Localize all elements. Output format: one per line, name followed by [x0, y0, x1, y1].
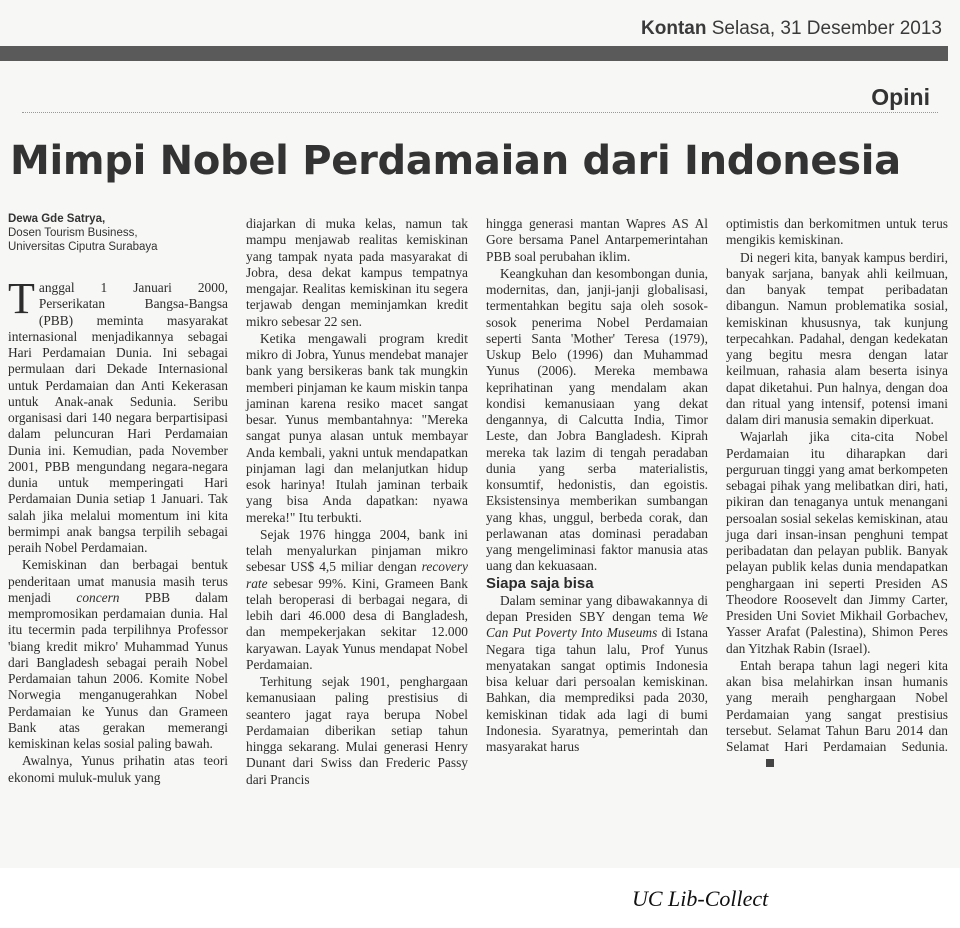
subheading: Siapa saja bisa [486, 574, 594, 592]
column-1 [8, 274, 228, 787]
emphasis-text: We Can Put Poverty Into Museums [486, 609, 708, 641]
collection-stamp: UC Lib-Collect [632, 886, 769, 911]
paragraph-text: Dalam seminar yang dibawakannya di depan Presiden SBY dengan tema [486, 592, 708, 624]
byline [8, 212, 240, 254]
column-4 [726, 216, 948, 773]
paragraph-text: di Istana Negara tiga tahun lalu, Prof Yunus menyatakan sangat optimis Indonesia bisa keluar dari persoalan kemiskinan. Bahkan, dia memprediksi pada 2030, kemiskinan tidak ada lagi di bumi Indonesia. Syaratnya, pemerintah dan masyarakat harus [486, 625, 708, 754]
author-role: Dosen Tourism Business, [8, 227, 138, 239]
paragraph-text: PBB dalam mempromosikan perdamaian dunia. Hal itu tecermin pada terpilihnya Professor 'biang kredit mikro' Muhammad Yunus dari Bangladesh sebagai peraih Nobel Perdamaian tahun 2006. Komite Nobel Norwegia menganugerahkan Nobel Perdamaian ke Yunus dan Grameen Bank atas gerakan memerangi kemiskinan kelas sosial paling bawah. [8, 589, 228, 751]
masthead [641, 18, 942, 40]
issue-date: Selasa, 31 Desember 2013 [711, 18, 942, 39]
drop-cap: T [8, 274, 35, 323]
paragraph [246, 527, 468, 673]
author-name: Dewa Gde Satrya, [8, 213, 106, 225]
end-mark-icon [766, 759, 774, 767]
article-headline: Mimpi Nobel Perdamaian dari Indonesia [10, 138, 901, 184]
emphasis-text: concern [76, 589, 120, 605]
header-bar [0, 46, 948, 61]
paragraph-text: sebesar 99%. Kini, Grameen Bank telah beroperasi di berbagai negara, di lebih dari 46.000 desa di Bangladesh, dan mempekerjakan sekitar 12.000 karyawan. Layak Yunus mendapat Nobel Perdamaian. [246, 575, 468, 672]
paragraph: hingga generasi mantan Wapres AS Al Gore bersama Panel Antarpemerintahan PBB soal perubahan iklim. [486, 216, 708, 264]
paragraph-text: anggal 1 Januari 2000, Perserikatan Bangsa-Bangsa (PBB) meminta masyarakat internasional menjadikannya sebagai Hari Perdamaian Dunia. Ini sebagai permulaan dari Dekade Internasional untuk Perdamaian dan Anti Kekerasan untuk Anak-anak Sedunia. Seribu organisasi dari 140 negara berpartisipasi dalam peluncuran Hari Perdamaian Dunia ini. Kemudian, pada November 2001, PBB mengundang negara-negara dunia untuk memperingati Hari Perdamaian Dunia setiap 1 Januari. Tak salah jika melalui momentum ini kita bermimpi anak bangsa terpilih sebagai peraih Nobel Perdamaian. [8, 280, 228, 555]
column-3 [486, 216, 708, 756]
emphasis-text: recovery rate [246, 559, 468, 591]
paper-name: Kontan [641, 18, 707, 39]
paragraph: optimistis dan berkomitmen untuk terus mengikis kemiskinan. [726, 216, 948, 248]
paragraph-text: Entah berapa tahun lagi negeri kita akan bisa melahirkan insan humanis yang meraih penghargaan Nobel Perdamaian yang sangat prestisius tersebut. Selamat Tahun Baru 2014 dan Selamat Hari Perdamaian Sedunia. [726, 657, 948, 754]
section-label: Opini [871, 84, 930, 110]
paragraph [726, 658, 948, 772]
paragraph [8, 557, 228, 752]
paragraph: Keangkuhan dan kesombongan dunia, modernitas, dan, janji-janji globalisasi, termentahkan begitu saja oleh sosok-sosok penerima Nobel Perdamaian seperti Santa 'Mother' Teresa (1979), Uskup Belo (1996) dan Muhammad Yunus (2006). Mereka membawa keprihatinan yang mendalam akan kondisi kemanusiaan yang dekat dengannya, di Calcutta India, Timor Leste, dan Jobra Bangladesh. Kiprah mereka tak lazim di tengah peradaban dunia yang serba materialistis, konsumtif, hedonistis, dan egoistis. Eksistensinya memberikan sumbangan yang khas, unggul, berbeda corak, dan perlawanan atas dominasi peradaban yang mengeliminasi faktor manusia atas uang dan kekuasaan. [486, 265, 708, 574]
paragraph [486, 593, 708, 756]
paragraph: Di negeri kita, banyak kampus berdiri, banyak sarjana, banyak ahli keilmuan, dan banyak tempat peribadatan dibangun. Namun problematika sosial, kemiskinan khususnya, tak kunjung terpecahkan. Padahal, dengan kedekatan yang begitu mesra dengan latar keilmuan, rahasia alam beserta isinya dapat diketahui. Pun halnya, dengan doa dan ritual yang intensif, potensi imani dalam diri manusia semakin diperkuat. [726, 249, 948, 427]
dotted-divider [22, 112, 938, 113]
column-2 [246, 216, 468, 789]
paragraph: Ketika mengawali program kredit mikro di Jobra, Yunus mendebat manajer bank yang bersikeras bank tak mungkin memberi pinjaman ke kaum miskin tanpa jaminan karena resiko macet sangat besar. Yunus membantahnya: "Mereka sangat punya alasan untuk membayar Anda kembali, yakni untuk mendapatkan pinjaman lagi dan melanjutkan hidup esok harinya! Itulah jaminan terbaik yang bisa Anda dapatkan: nyawa mereka!" Itu terbukti. [246, 330, 469, 525]
paragraph: Awalnya, Yunus prihatin atas teori ekonomi muluk-muluk yang [8, 753, 228, 785]
paragraph: diajarkan di muka kelas, namun tak mampu menjawab realitas kemiskinan yang tampak nyata pada masyarakat di Jobra, desa dekat kampus tempatnya mengajar. Realitas kemiskinan itu segera terjawab dengan meminjamkan kredit mikro sebesar 22 sen. [246, 216, 468, 329]
paragraph-text: Sejak 1976 hingga 2004, bank ini telah menyalurkan pinjaman mikro sebesar US$ 4,5 miliar dengan [246, 526, 468, 575]
paragraph [8, 274, 228, 556]
paragraph: Wajarlah jika cita-cita Nobel Perdamaian itu diharapkan dari perguruan tinggi yang amat berkompeten sebagai pihak yang melibatkan diri, hati, pikiran dan tenaganya untuk menangani persoalan sosial sekelas kemiskinan, atau juga dari insan-insan penghuni tempat peribadatan dan pelayan publik. Banyak pelayan publik kelas dunia mendapatkan penghargaan ini seperti Presiden AS Theodore Roosevelt dan Jimmy Carter, Presiden Uni Soviet Mikhail Gorbachev, Yasser Arafat (Palestina), Shimon Peres dan Yitzhak Rabin (Israel). [726, 429, 948, 656]
author-affiliation: Universitas Ciputra Surabaya [8, 241, 158, 253]
paragraph-text: Kemiskinan dan berbagai bentuk penderitaan umat manusia masih terus menjadi [8, 557, 228, 605]
paragraph: Terhitung sejak 1901, penghargaan kemanusiaan paling prestisius di seantero jagat raya berupa Nobel Perdamaian diberikan setiap tahun hingga sekarang. Mulai generasi Henry Dunant dari Swiss dan Frederic Passy dari Prancis [246, 674, 468, 787]
